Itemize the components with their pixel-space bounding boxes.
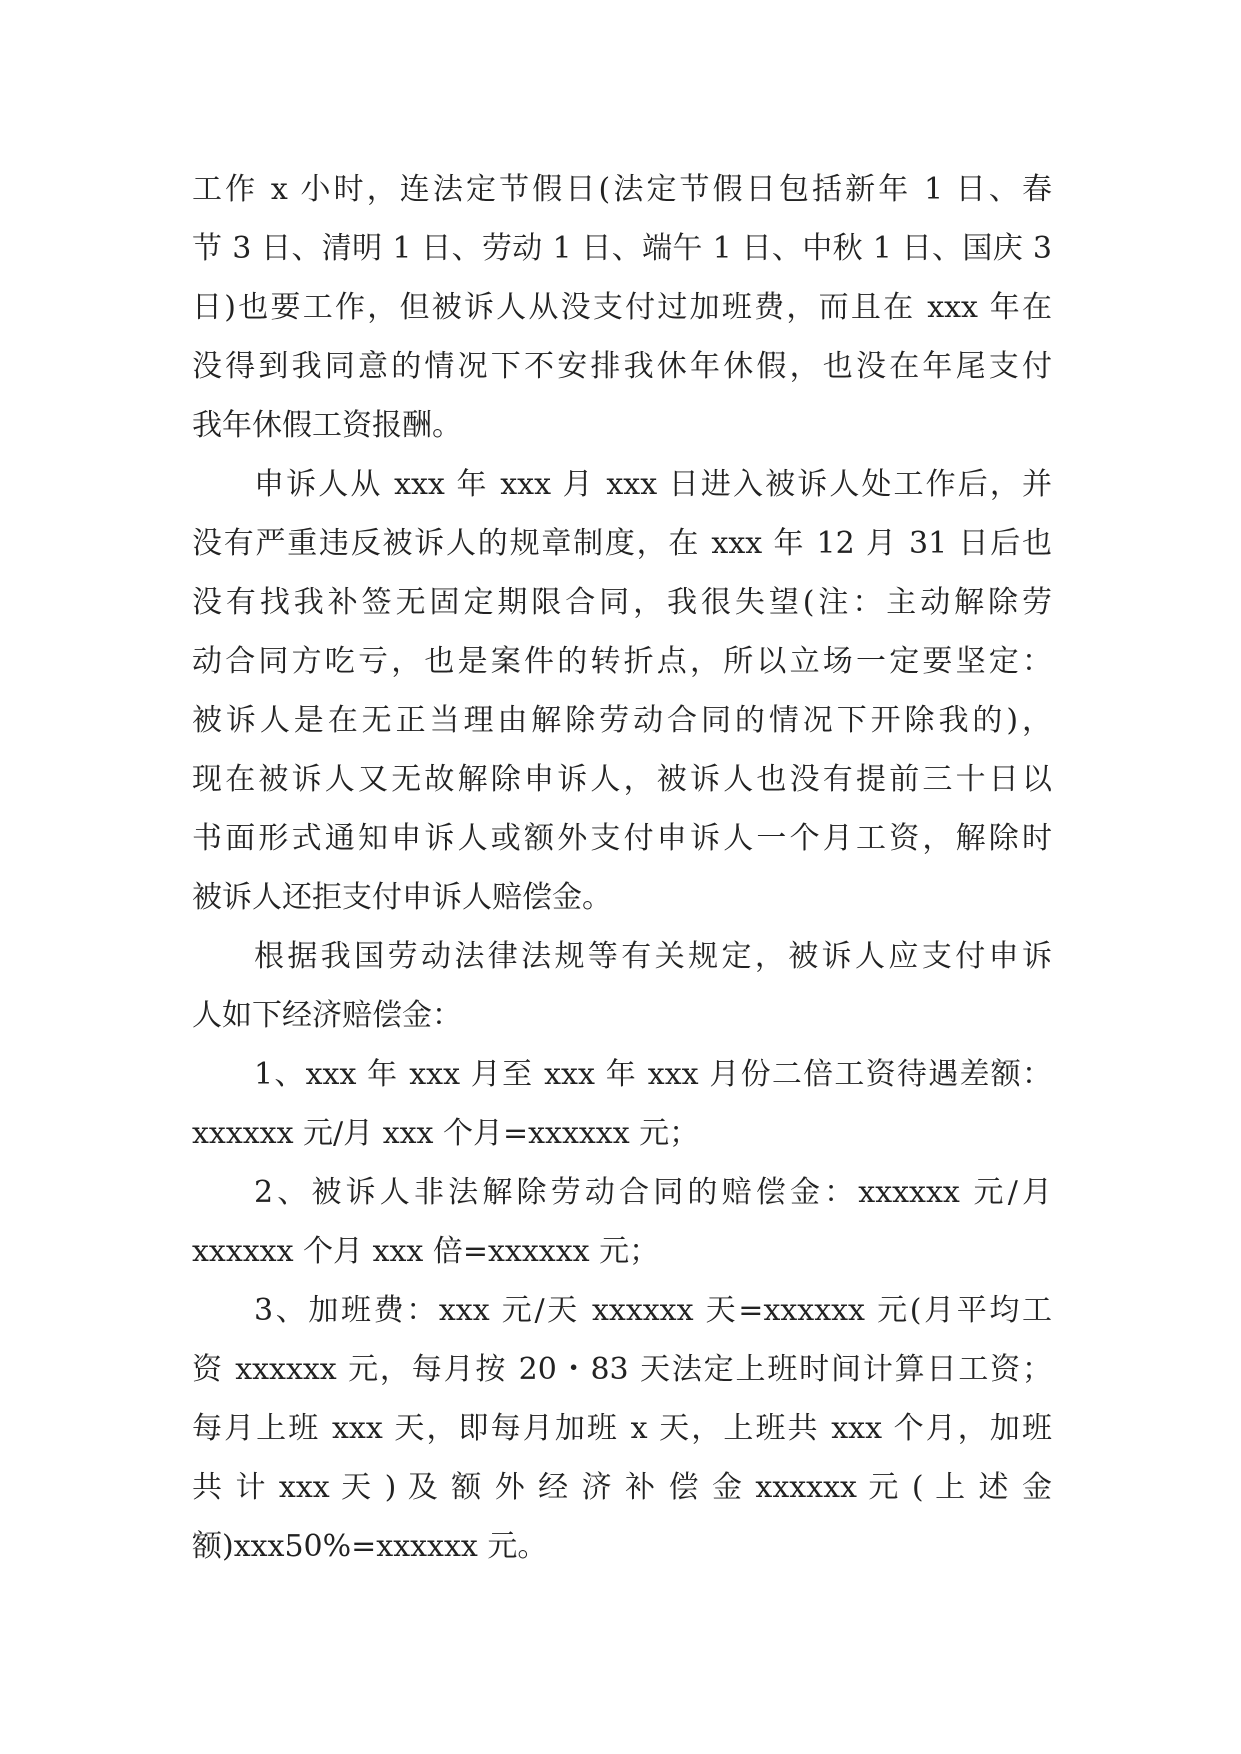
text-line: 每月上班 xxx 天，即每月加班 x 天，上班共 xxx 个月，加班 [192, 1411, 1052, 1446]
text-line: 人如下经济赔偿金： [192, 998, 462, 1033]
text-line: 2、被诉人非法解除劳动合同的赔偿金：xxxxxx 元/月 [254, 1175, 1052, 1210]
text-line: 3、加班费：xxx 元/天 xxxxxx 天=xxxxxx 元(月平均工 [254, 1293, 1052, 1328]
text-line: 我年休假工资报酬。 [192, 408, 462, 443]
text-line: 1、xxx 年 xxx 月至 xxx 年 xxx 月份二倍工资待遇差额： [254, 1057, 1052, 1092]
text-line: xxxxxx 个月 xxx 倍=xxxxxx 元； [192, 1234, 660, 1269]
text-line: 动合同方吃亏，也是案件的转折点，所以立场一定要坚定： [192, 644, 1052, 679]
text-line: 没有严重违反被诉人的规章制度，在 xxx 年 12 月 31 日后也 [192, 526, 1052, 561]
text-line: 资 xxxxxx 元，每月按 20・83 天法定上班时间计算日工资； [192, 1352, 1052, 1387]
document-body [192, 160, 1052, 1576]
text-line: 没有找我补签无固定期限合同，我很失望(注：主动解除劳 [192, 585, 1052, 620]
text-line: 节 3 日、清明 1 日、劳动 1 日、端午 1 日、中秋 1 日、国庆 3 [192, 231, 1052, 266]
text-line: 工作 x 小时，连法定节假日(法定节假日包括新年 1 日、春 [192, 172, 1052, 207]
text-line: 额)xxx50%=xxxxxx 元。 [192, 1529, 548, 1564]
text-line: 书面形式通知申诉人或额外支付申诉人一个月工资，解除时 [192, 821, 1052, 856]
text-line: xxxxxx 元/月 xxx 个月=xxxxxx 元； [192, 1116, 700, 1151]
text-line: 申诉人从 xxx 年 xxx 月 xxx 日进入被诉人处工作后，并 [254, 467, 1052, 502]
text-line: 被诉人还拒支付申诉人赔偿金。 [192, 880, 612, 915]
text-line: 没得到我同意的情况下不安排我休年休假，也没在年尾支付 [192, 349, 1052, 384]
text-line: 根据我国劳动法律法规等有关规定，被诉人应支付申诉 [254, 939, 1052, 974]
text-line: 被诉人是在无正当理由解除劳动合同的情况下开除我的)， [192, 703, 1052, 738]
text-line: 日)也要工作，但被诉人从没支付过加班费，而且在 xxx 年在 [192, 290, 1052, 325]
text-line: 共 计 xxx 天 ) 及 额 外 经 济 补 偿 金 xxxxxx 元 ( 上 述 金 [192, 1470, 1052, 1505]
text-line: 现在被诉人又无故解除申诉人，被诉人也没有提前三十日以 [192, 762, 1052, 797]
